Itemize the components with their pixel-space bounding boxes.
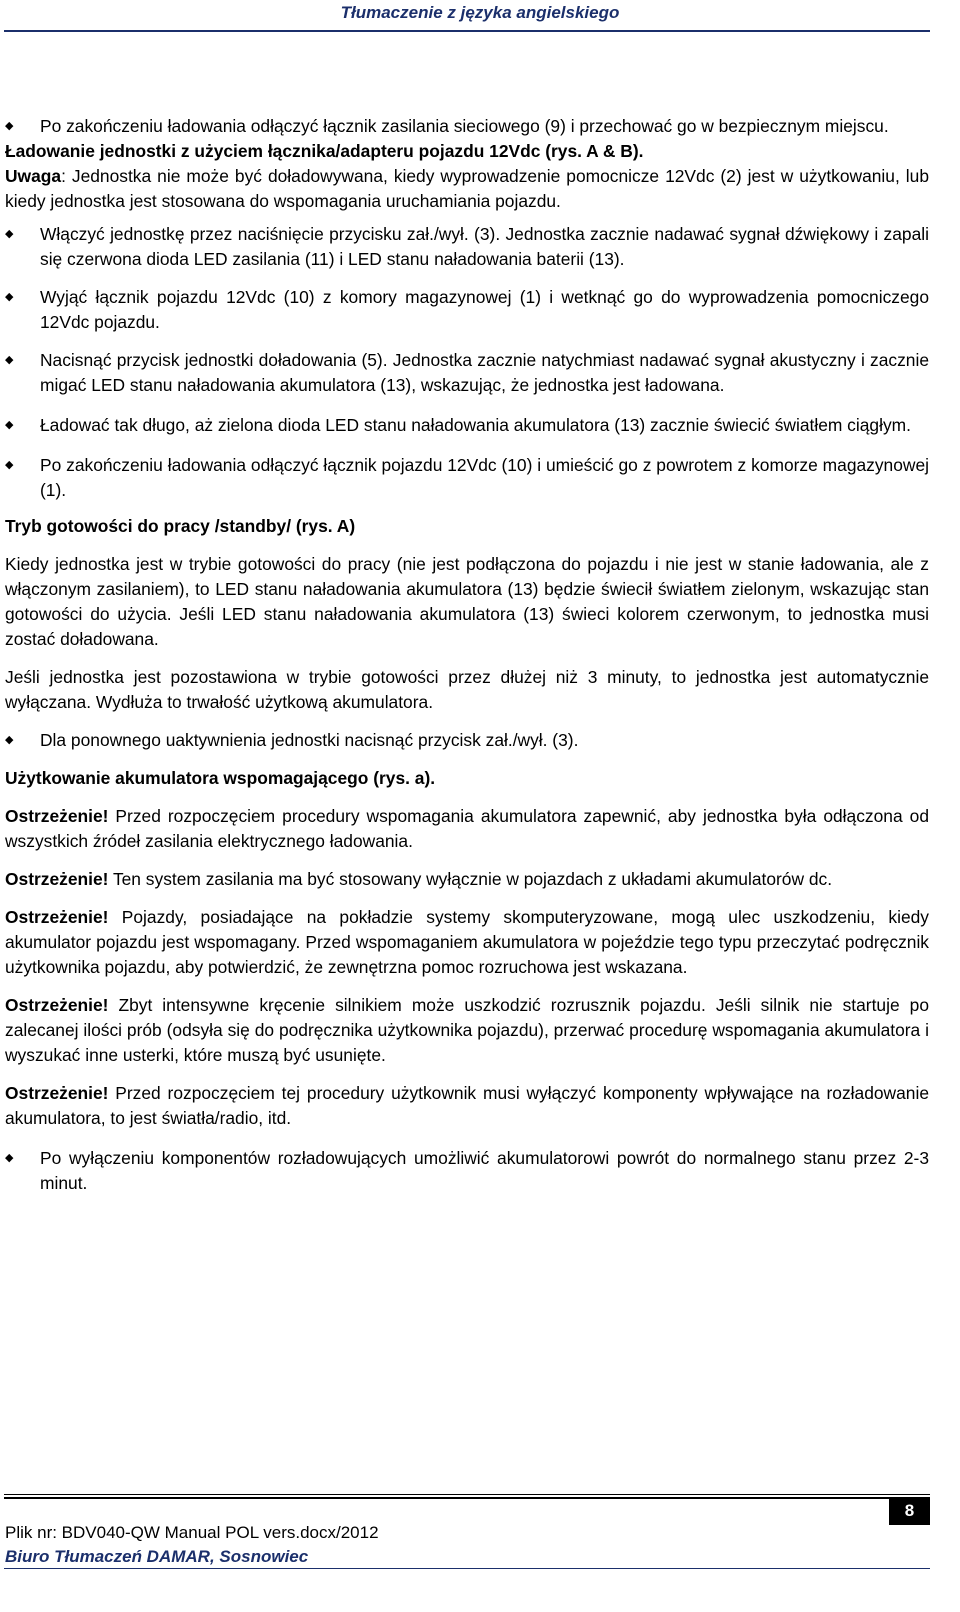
list-item <box>5 285 929 335</box>
document-body <box>5 114 929 1196</box>
warning-paragraph <box>5 804 929 854</box>
warning-label: Ostrzeżenie! <box>5 869 109 889</box>
note-paragraph <box>5 164 929 214</box>
footer-office-rule <box>4 1568 930 1569</box>
list-item <box>5 222 929 272</box>
warning-paragraph <box>5 905 929 980</box>
list-item-text: Po zakończeniu ładowania odłączyć łącznik pojazdu 12Vdc (10) i umieścić go z powrotem z komorze magazynowej (1). <box>40 455 929 500</box>
paragraph: Jeśli jednostka jest pozostawiona w trybie gotowości przez dłużej niż 3 minuty, to jednostka jest automatycznie wyłączana. Wydłuża to trwałość użytkową akumulatora. <box>5 667 929 712</box>
list-item-text: Po wyłączeniu komponentów rozładowujących umożliwić akumulatorowi powrót do normalnego stanu przez 2-3 minut. <box>40 1148 929 1193</box>
footer-file-reference: Plik nr: BDV040-QW Manual POL vers.docx/2012 <box>5 1523 379 1542</box>
list-item-text: Włączyć jednostkę przez naciśnięcie przycisku zał./wył. (3). Jednostka zacznie nadawać sygnał dźwiękowy i zapali się czerwona dioda LED zasilania (11) i LED stanu naładowania baterii (13). <box>40 224 929 269</box>
list-item <box>5 453 929 503</box>
diamond-bullet-icon: ◆ <box>5 291 14 303</box>
footer-rule <box>4 1494 930 1495</box>
warning-text: Przed rozpoczęciem procedury wspomagania akumulatora zapewnić, aby jednostka była odłączona od wszystkich źródeł zasilania elektrycznego ładowania. <box>5 806 929 851</box>
warning-label: Ostrzeżenie! <box>5 907 109 927</box>
list-item-text: Dla ponownego uaktywnienia jednostki nacisnąć przycisk zał./wył. (3). <box>40 730 579 750</box>
section-heading: Tryb gotowości do pracy /standby/ (rys. A) <box>5 516 356 536</box>
warning-text: Zbyt intensywne kręcenie silnikiem może uszkodzić rozrusznik pojazdu. Jeśli silnik nie startuje po zalecanej ilości prób (odsyła się do podręcznika użytkownika pojazdu), przerwać procedurę wspomagania akumulatora i wyszukać inne usterki, które muszą być usunięte. <box>5 995 929 1065</box>
footer-rule <box>4 1497 930 1499</box>
list-item-text: Nacisnąć przycisk jednostki doładowania (5). Jednostka zacznie natychmiast nadawać sygnał akustyczny i zacznie migać LED stanu naładowania akumulatora (13), wskazując, że jednostka jest ładowana. <box>40 350 929 395</box>
warning-text: Ten system zasilania ma być stosowany wyłącznie w pojazdach z układami akumulatorów dc. <box>108 869 833 889</box>
warning-text: Przed rozpoczęciem tej procedury użytkownik musi wyłączyć komponenty wpływające na rozładowanie akumulatora, to jest światła/radio, itd. <box>5 1083 929 1128</box>
section-heading: Ładowanie jednostki z użyciem łącznika/adapteru pojazdu 12Vdc (rys. A & B). <box>5 141 644 161</box>
diamond-bullet-icon: ◆ <box>5 228 14 240</box>
section-heading: Użytkowanie akumulatora wspomagającego (rys. a). <box>5 768 436 788</box>
warning-label: Ostrzeżenie! <box>5 1083 109 1103</box>
diamond-bullet-icon: ◆ <box>5 354 14 366</box>
list-item <box>5 728 929 753</box>
warning-text: Pojazdy, posiadające na pokładzie systemy skomputeryzowane, mogą ulec uszkodzeniu, kiedy akumulator pojazdu jest wspomagany. Przed wspomaganiem akumulatora w pojeździe tego typu przeczytać podręcznik użytkownika pojazdu, aby potwierdzić, że zewnętrzna pomoc rozruchowa jest wskazana. <box>5 907 929 977</box>
warning-paragraph <box>5 993 929 1068</box>
diamond-bullet-icon: ◆ <box>5 120 14 132</box>
warning-paragraph <box>5 1081 929 1131</box>
list-item-text: Wyjąć łącznik pojazdu 12Vdc (10) z komory magazynowej (1) i wetknąć go do wyprowadzenia pomocniczego 12Vdc pojazdu. <box>40 287 929 332</box>
paragraph: Kiedy jednostka jest w trybie gotowości do pracy (nie jest podłączona do pojazdu i nie jest w stanie ładowania, ale z włączonym zasilaniem), to LED stanu naładowania akumulatora (13) będzie świecił światłem zielonym, wskazując stan gotowości do użycia. Jeśli LED stanu naładowania akumulatora (13) świeci kolorem czerwonym, to jednostka musi zostać doładowana. <box>5 554 929 649</box>
list-item <box>5 114 929 139</box>
diamond-bullet-icon: ◆ <box>5 734 14 746</box>
note-label: Uwaga <box>5 166 62 186</box>
diamond-bullet-icon: ◆ <box>5 1152 14 1164</box>
list-item <box>5 348 929 398</box>
diamond-bullet-icon: ◆ <box>5 419 14 431</box>
diamond-bullet-icon: ◆ <box>5 459 14 471</box>
warning-paragraph <box>5 867 929 892</box>
list-item-text: Ładować tak długo, aż zielona dioda LED stanu naładowania akumulatora (13) zacznie świecić światłem ciągłym. <box>40 415 911 435</box>
page-header: Tłumaczenie z języka angielskiego <box>340 3 620 22</box>
page-number: 8 <box>889 1497 930 1525</box>
list-item <box>5 1146 929 1196</box>
list-item-text: Po zakończeniu ładowania odłączyć łącznik zasilania sieciowego (9) i przechować go w bezpiecznym miejscu. <box>40 116 889 136</box>
warning-label: Ostrzeżenie! <box>5 995 109 1015</box>
list-item <box>5 413 929 438</box>
header-rule <box>4 30 930 32</box>
footer-office-name: Biuro Tłumaczeń DAMAR, Sosnowiec <box>5 1547 309 1566</box>
warning-label: Ostrzeżenie! <box>5 806 109 826</box>
note-text: : Jednostka nie może być doładowywana, kiedy wyprowadzenie pomocnicze 12Vdc (2) jest w użytkowaniu, lub kiedy jednostka jest stosowana do wspomagania uruchamiania pojazdu. <box>5 166 929 211</box>
